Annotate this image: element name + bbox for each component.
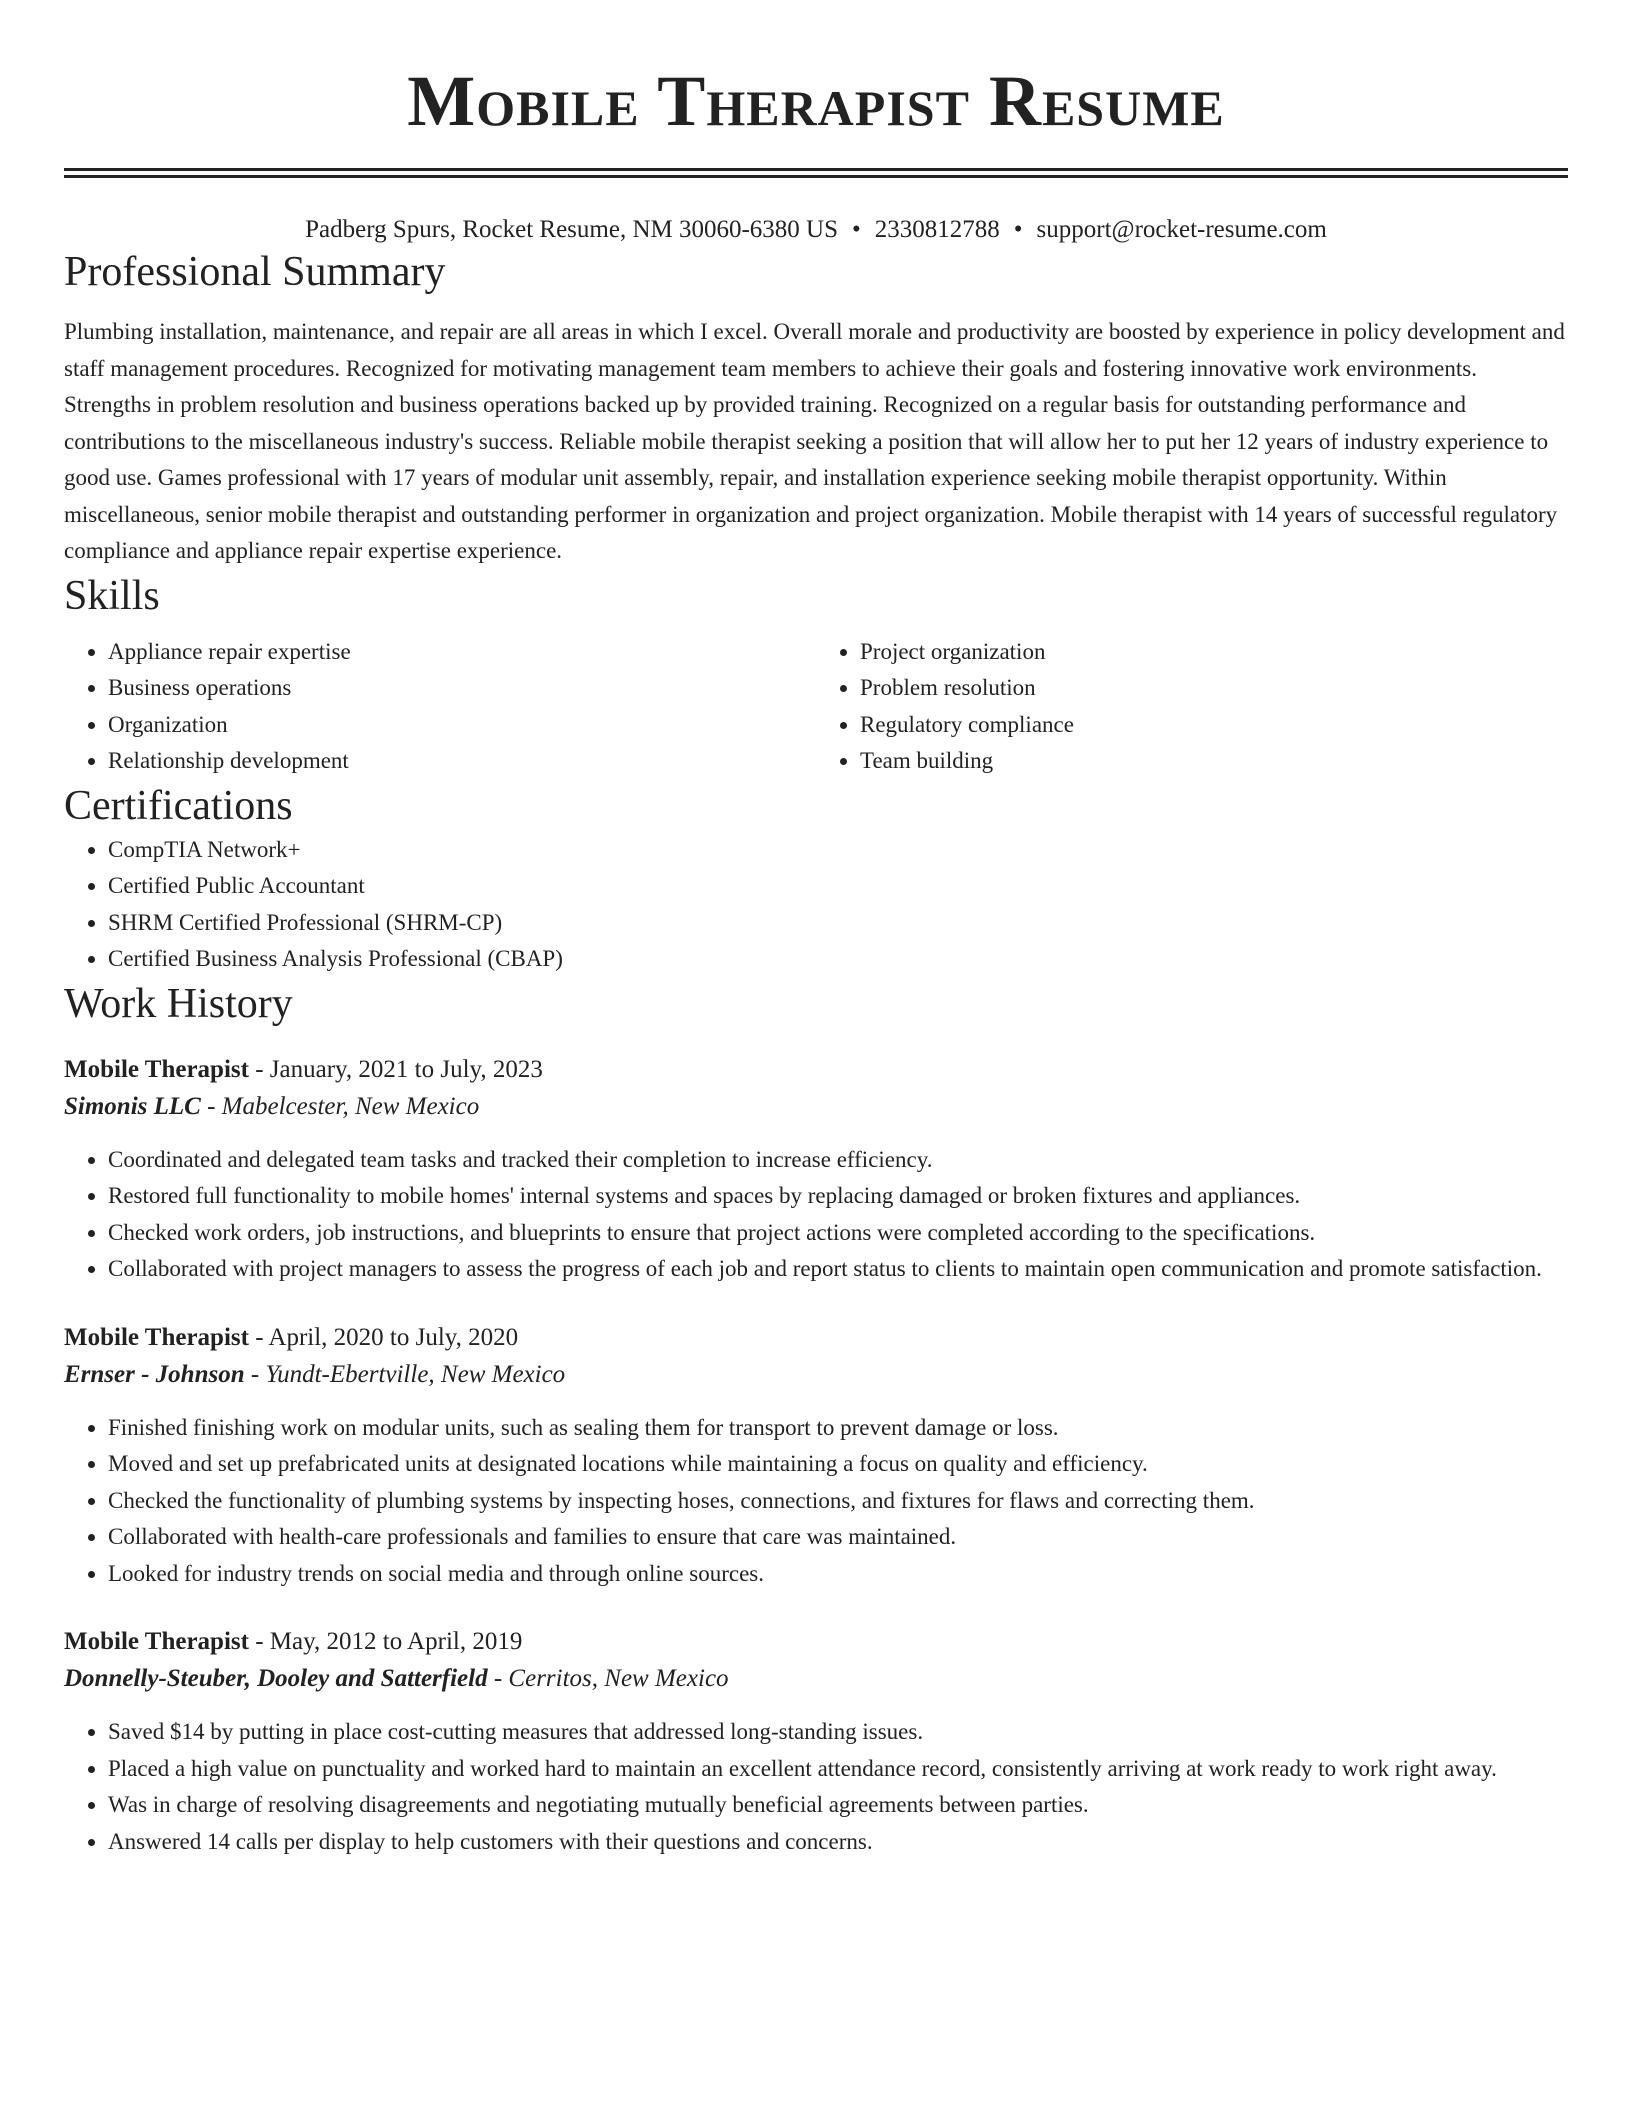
job-duty: • Checked the functionality of plumbing systems by inspecting hoses, connections, and fixtures for flaws and correcting them. <box>108 1483 1568 1520</box>
certification-item: • CompTIA Network+ <box>108 832 1568 869</box>
job-title-line <box>64 1624 1568 1660</box>
job-duty: • Answered 14 calls per display to help customers with their questions and concerns. <box>108 1824 1568 1861</box>
job-role: Mobile Therapist <box>64 1628 249 1655</box>
certifications-heading: Certifications <box>64 782 293 829</box>
contact-email: support@rocket-resume.com <box>1036 216 1327 243</box>
skill-item: • Problem resolution <box>860 670 1568 707</box>
summary-heading: Professional Summary <box>64 249 446 295</box>
work-history-heading: Work History <box>64 980 293 1027</box>
skill-item: • Relationship development <box>108 743 816 780</box>
contact-address: Padberg Spurs, Rocket Resume, NM 30060-6380 US <box>305 216 839 243</box>
certification-item: • Certified Business Analysis Professional (CBAP) <box>108 941 1568 978</box>
job-duty: • Looked for industry trends on social media and through online sources. <box>108 1556 1568 1593</box>
page-title: Mobile Therapist Resume <box>407 61 1225 141</box>
job-duty: • Collaborated with health-care professionals and families to ensure that care was maintained. <box>108 1519 1568 1556</box>
skills-list-left <box>64 634 816 780</box>
skill-item: • Regulatory compliance <box>860 707 1568 744</box>
certification-item: • SHRM Certified Professional (SHRM-CP) <box>108 905 1568 942</box>
job-duty: • Finished finishing work on modular units, such as sealing them for transport to prevent damage or loss. <box>108 1410 1568 1447</box>
summary-text: Plumbing installation, maintenance, and repair are all areas in which I excel. Overall morale and productivity are boosted by experience in policy development and staff management procedures. Recognized for motivating management team members to achieve their goals and fostering innovative work environments. Strengths in problem resolution and business operations backed up by provided training. Recognized on a regular basis for outstanding performance and contributions to the miscellaneous industry's success. Reliable mobile therapist seeking a position that will allow her to put her 12 years of industry experience to good use. Games professional with 17 years of modular unit assembly, repair, and installation experience seeking mobile therapist opportunity. Within miscellaneous, senior mobile therapist and outstanding performer in organization and project organization. Mobile therapist with 14 years of successful regulatory compliance and appliance repair expertise experience. <box>64 319 1565 563</box>
job-duty: • Coordinated and delegated team tasks and tracked their completion to increase efficiency. <box>108 1142 1568 1179</box>
title-divider <box>64 168 1568 178</box>
job-dates: - January, 2021 to July, 2023 <box>248 1055 543 1083</box>
contact-phone: 2330812788 <box>874 216 1000 243</box>
job-entry <box>64 1052 1568 1288</box>
job-title-line <box>64 1052 1568 1088</box>
job-company: Donnelly-Steuber, Dooley and Satterfield <box>64 1665 488 1692</box>
job-duty: • Checked work orders, job instructions, and blueprints to ensure that project actions were completed according to the specifications. <box>108 1215 1568 1252</box>
job-duties-list <box>64 1714 1568 1860</box>
job-duty: • Was in charge of resolving disagreements and negotiating mutually beneficial agreements between parties. <box>108 1787 1568 1824</box>
certification-item: • Certified Public Accountant <box>108 868 1568 905</box>
job-company-line <box>64 1660 1568 1698</box>
job-entry <box>64 1320 1568 1593</box>
job-location: - Cerritos, New Mexico <box>487 1665 729 1692</box>
job-role: Mobile Therapist <box>64 1323 249 1351</box>
job-title-line <box>64 1320 1568 1356</box>
job-duty: • Restored full functionality to mobile homes' internal systems and spaces by replacing damaged or broken fixtures and appliances. <box>108 1178 1568 1215</box>
skill-item: • Project organization <box>860 634 1568 671</box>
job-duty: • Collaborated with project managers to assess the progress of each job and report status to clients to maintain open communication and promote satisfaction. <box>108 1251 1568 1288</box>
contact-separator: • <box>1013 216 1023 243</box>
job-duties-list <box>64 1410 1568 1593</box>
job-dates: - April, 2020 to July, 2020 <box>248 1323 519 1351</box>
job-duty: • Saved $14 by putting in place cost-cutting measures that addressed long-standing issues. <box>108 1714 1568 1751</box>
skill-item: • Organization <box>108 707 816 744</box>
skill-item: • Appliance repair expertise <box>108 634 816 671</box>
certifications-list <box>64 832 1568 978</box>
job-duties-list <box>64 1142 1568 1288</box>
job-company-line <box>64 1088 1568 1126</box>
skill-item: • Business operations <box>108 670 816 707</box>
skills-columns <box>64 634 1568 780</box>
job-location: - Mabelcester, New Mexico <box>200 1092 480 1120</box>
job-duty: • Moved and set up prefabricated units at designated locations while maintaining a focus on quality and efficiency. <box>108 1446 1568 1483</box>
job-entry <box>64 1624 1568 1860</box>
job-company: Simonis LLC <box>64 1092 201 1120</box>
contact-line <box>64 214 1568 246</box>
job-duty: • Placed a high value on punctuality and worked hard to maintain an excellent attendance record, consistently arriving at work ready to work right away. <box>108 1751 1568 1788</box>
job-company-line <box>64 1356 1568 1394</box>
job-role: Mobile Therapist <box>64 1055 249 1083</box>
skills-list-right <box>816 634 1568 780</box>
skill-item: • Team building <box>860 743 1568 780</box>
job-dates: - May, 2012 to April, 2019 <box>248 1628 523 1655</box>
skills-heading: Skills <box>64 572 160 619</box>
job-company: Ernser - Johnson <box>64 1360 245 1388</box>
contact-separator: • <box>852 216 861 243</box>
job-location: - Yundt-Ebertville, New Mexico <box>244 1360 566 1388</box>
